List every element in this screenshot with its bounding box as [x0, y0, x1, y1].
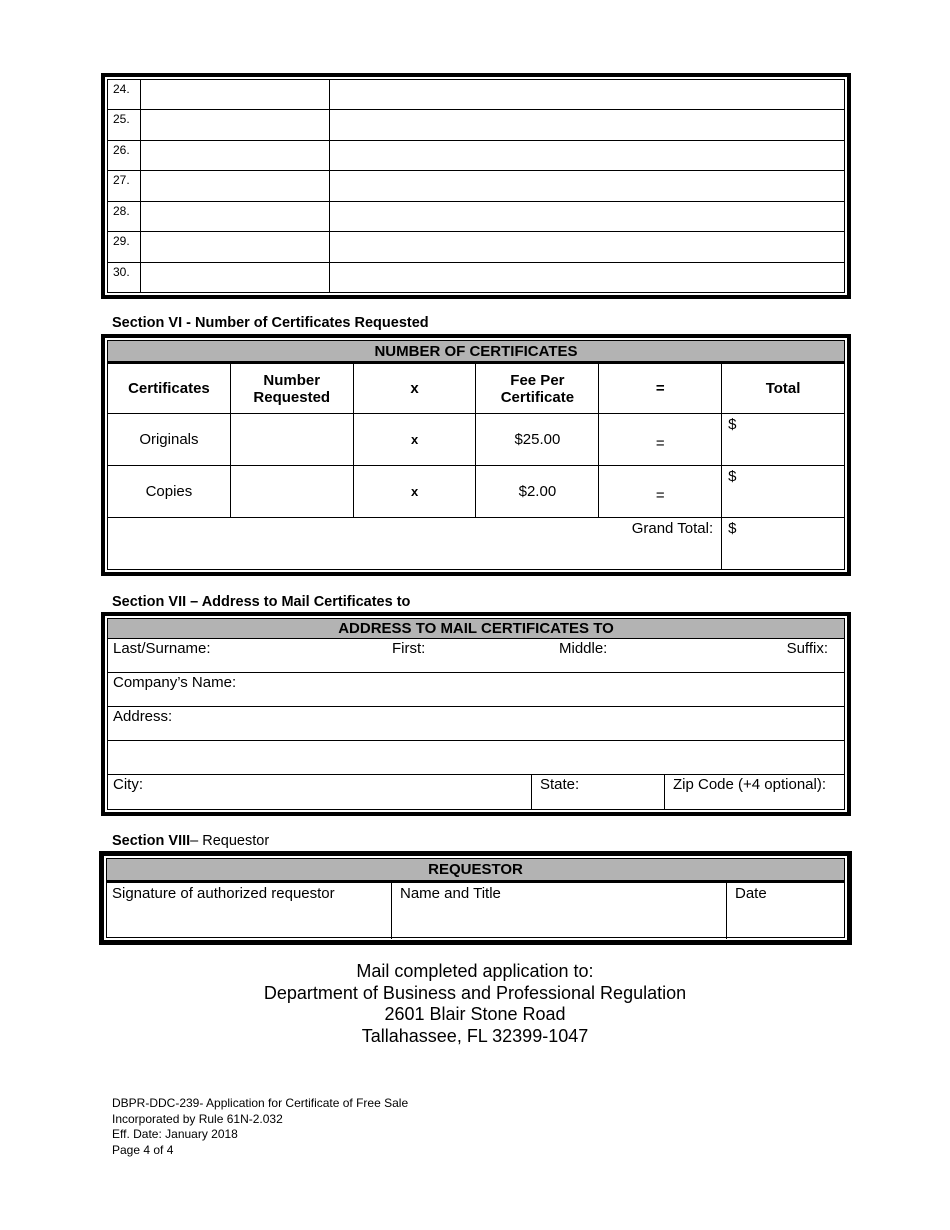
zip-label: Zip Code (+4 optional): [673, 776, 827, 793]
city-label: City: [113, 776, 143, 793]
date-field[interactable] [727, 883, 844, 939]
city-state-zip-row [108, 775, 844, 810]
product-list-table [101, 73, 851, 299]
footer-form-id: DBPR-DDC-239- Application for Certificate of Free Sale [112, 1096, 409, 1110]
address-line-2-field[interactable] [108, 741, 844, 775]
name-row[interactable] [108, 639, 844, 673]
name-title-field[interactable] [392, 883, 727, 939]
last-name-label: Last/Surname: [113, 640, 211, 657]
table-row [108, 171, 845, 201]
originals-number-input[interactable] [230, 414, 353, 466]
row-field-b[interactable] [330, 171, 845, 201]
row-field-a[interactable] [141, 262, 330, 292]
grand-total-label: Grand Total: [108, 518, 722, 570]
form-footer [112, 1096, 408, 1158]
row-number: 25. [108, 110, 141, 140]
copies-row [108, 466, 845, 518]
address-field[interactable] [108, 707, 844, 741]
col-fee: Fee Per Certificate [476, 363, 599, 414]
row-field-a[interactable] [141, 110, 330, 140]
row-field-b[interactable] [330, 262, 845, 292]
row-field-b[interactable] [330, 140, 845, 170]
requestor-form [99, 851, 852, 945]
signature-field[interactable] [107, 883, 392, 939]
zip-divider [664, 775, 665, 810]
certificates-table [101, 334, 851, 576]
mail-line-3: 2601 Blair Stone Road [384, 1004, 566, 1024]
originals-row [108, 414, 845, 466]
suffix-label: Suffix: [786, 640, 828, 657]
row-number: 27. [108, 171, 141, 201]
grand-total-input[interactable]: $ [722, 518, 845, 570]
date-label: Date [735, 885, 767, 902]
address-header: ADDRESS TO MAIL CERTIFICATES TO [108, 619, 844, 639]
table-row [108, 262, 845, 292]
row-field-b[interactable] [330, 232, 845, 262]
middle-name-label: Middle: [559, 640, 608, 657]
table-row [108, 80, 845, 110]
originals-equals: = [599, 414, 722, 466]
first-name-label: First: [392, 640, 426, 657]
originals-label: Originals [108, 414, 231, 466]
certificates-header: NUMBER OF CERTIFICATES [108, 341, 845, 363]
row-field-a[interactable] [141, 232, 330, 262]
row-field-a[interactable] [141, 80, 330, 110]
table-row [108, 140, 845, 170]
originals-fee: $25.00 [476, 414, 599, 466]
copies-times: x [353, 466, 476, 518]
table-row [108, 110, 845, 140]
row-field-b[interactable] [330, 201, 845, 231]
copies-total-input[interactable]: $ [722, 466, 845, 518]
mail-line-2: Department of Business and Professional Regulation [263, 982, 687, 1003]
mailing-address-form [101, 612, 851, 816]
row-number: 26. [108, 140, 141, 170]
copies-equals: = [599, 466, 722, 518]
originals-total-input[interactable]: $ [722, 414, 845, 466]
row-field-a[interactable] [141, 201, 330, 231]
section8-title-rest: – Requestor [190, 833, 270, 849]
state-label: State: [540, 776, 580, 793]
row-number: 30. [108, 262, 141, 292]
row-number: 28. [108, 201, 141, 231]
col-number-requested: Number Requested [230, 363, 353, 414]
row-field-a[interactable] [141, 171, 330, 201]
copies-number-input[interactable] [230, 466, 353, 518]
section6-title: Section VI - Number of Certificates Requested [112, 315, 429, 331]
state-divider [531, 775, 532, 810]
row-number: 24. [108, 80, 141, 110]
section7-title: Section VII – Address to Mail Certificates to [112, 594, 411, 610]
signature-label: Signature of authorized requestor [112, 885, 335, 902]
address-label: Address: [113, 708, 173, 725]
requestor-header: REQUESTOR [107, 859, 844, 883]
row-field-a[interactable] [141, 140, 330, 170]
section8-title [112, 833, 269, 849]
footer-rule: Incorporated by Rule 61N-2.032 [112, 1111, 283, 1126]
originals-times: x [353, 414, 476, 466]
table-row [108, 201, 845, 231]
mail-line-1: Mail completed application to: [356, 961, 594, 981]
copies-label: Copies [108, 466, 231, 518]
copies-fee: $2.00 [476, 466, 599, 518]
col-equals: = [599, 363, 722, 414]
mail-line-4: Tallahassee, FL 32399-1047 [361, 1025, 589, 1046]
name-title-label: Name and Title [400, 885, 501, 902]
col-times: x [353, 363, 476, 414]
row-field-b[interactable] [330, 110, 845, 140]
table-row [108, 232, 845, 262]
company-name-label: Company’s Name: [113, 674, 237, 691]
col-total: Total [722, 363, 845, 414]
col-certificates: Certificates [108, 363, 231, 414]
mailing-instructions [0, 961, 950, 1047]
row-field-b[interactable] [330, 80, 845, 110]
section8-title-bold: Section VIII [112, 833, 191, 849]
row-number: 29. [108, 232, 141, 262]
footer-eff-date: Eff. Date: January 2018 [112, 1127, 238, 1141]
company-name-field[interactable] [108, 673, 844, 707]
footer-page-number: Page 4 of 4 [112, 1142, 174, 1157]
